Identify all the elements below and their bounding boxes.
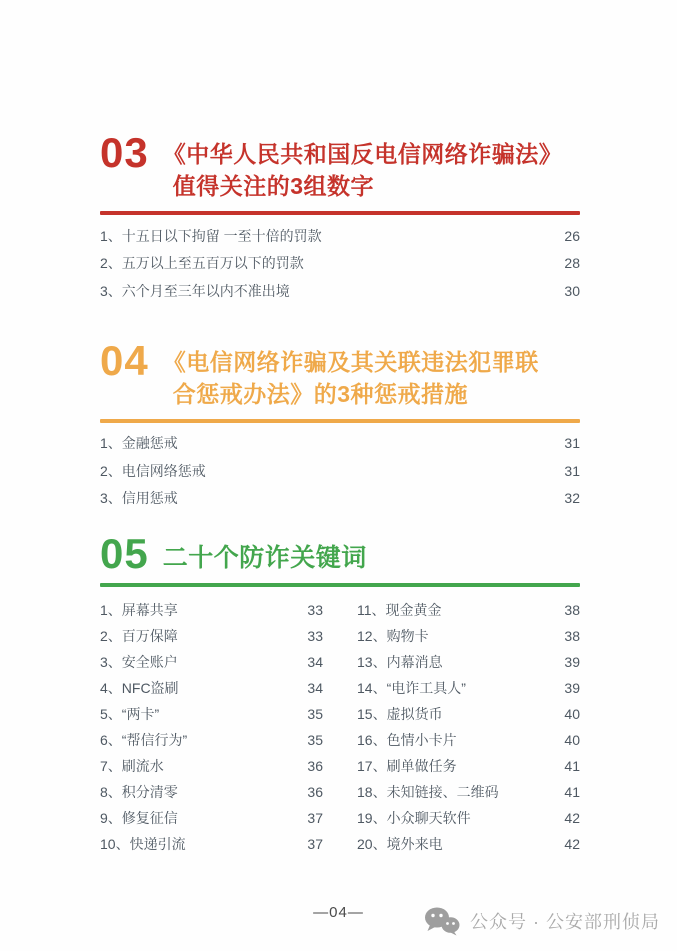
toc-item [357,701,580,727]
toc-item-page: 41 [564,758,580,774]
section-04-number: 04 [100,336,149,384]
toc-item-page: 35 [307,706,323,722]
toc-item [100,701,323,727]
toc-item-label: 2、五万以上至五百万以下的罚款 [100,255,304,272]
toc-item-label: 17、刷单做任务 [357,758,457,774]
toc-item-page: 39 [564,680,580,696]
toc-item-label: 11、现金黄金 [357,602,442,618]
section-04 [100,336,580,513]
toc-item [357,805,580,831]
toc-item [100,597,323,623]
watermark-text: 公众号 · 公安部刑侦局 [470,912,660,932]
toc-item-page: 36 [307,784,323,800]
toc-item [100,485,580,513]
toc-item [100,623,323,649]
toc-item [100,277,580,305]
toc-item-page: 39 [564,654,580,670]
toc-item-label: 3、安全账户 [100,654,178,670]
section-05-header [100,530,580,577]
toc-item [100,675,323,701]
toc-item-page: 38 [564,602,580,618]
toc-item-label: 3、六个月至三年以内不准出境 [100,282,290,299]
toc-item-label: 16、色情小卡片 [357,732,457,748]
toc-item [100,457,580,485]
toc-item-label: 12、购物卡 [357,628,429,644]
toc-item [100,250,580,278]
toc-item-page: 37 [307,810,323,826]
section-04-title [163,341,539,410]
toc-item-page: 42 [564,810,580,826]
toc-item-page: 32 [564,490,580,507]
toc-item-label: 19、小众聊天软件 [357,810,471,826]
toc-item [357,831,580,857]
toc-item-label: 5、“两卡” [100,706,160,722]
toc-item-page: 34 [307,654,323,670]
toc-item-label: 8、积分清零 [100,784,178,800]
toc-item-label: 20、境外来电 [357,836,443,852]
toc-item-label: 6、“帮信行为” [100,732,188,748]
section-04-divider [100,419,580,423]
section-03-items [100,222,580,305]
toc-item [100,779,323,805]
toc-item-label: 2、百万保障 [100,628,178,644]
toc-item [100,753,323,779]
section-03-title-line1: 《中华人民共和国反电信网络诈骗法》 [162,141,563,167]
toc-item-page: 40 [564,732,580,748]
toc-item-label: 10、快递引流 [100,836,186,852]
section-05-divider [100,583,580,587]
section-03-title-line2: 值得关注的3组数字 [172,173,375,199]
toc-item-page: 35 [307,732,323,748]
watermark [424,906,660,936]
toc-item-label: 4、NFC盗刷 [100,680,179,696]
toc-item [357,779,580,805]
wechat-icon [424,906,460,936]
toc-item-page: 33 [307,602,323,618]
toc-item-page: 36 [307,758,323,774]
toc-item-page: 40 [564,706,580,722]
toc-item-label: 2、电信网络惩戒 [100,462,206,479]
toc-item-label: 18、未知链接、二维码 [357,784,499,800]
keywords-left-column [100,597,323,857]
section-04-header [100,336,580,410]
toc-item-page: 33 [307,628,323,644]
toc-item-page: 42 [564,836,580,852]
toc-item-page: 28 [564,255,580,272]
footer-page-number: —04— [313,904,364,921]
toc-item [357,753,580,779]
section-04-title-line1: 《电信网络诈骗及其关联违法犯罪联 [162,348,539,375]
section-05-title [163,534,367,574]
toc-item-page: 34 [307,680,323,696]
toc-item-page: 38 [564,628,580,644]
section-05-items [100,597,580,857]
toc-item [357,623,580,649]
toc-item-label: 1、十五日以下拘留 一至十倍的罚款 [100,227,322,244]
toc-item-page: 26 [564,227,580,244]
toc-item [357,675,580,701]
section-05-title-line1: 二十个防诈关键词 [162,544,367,572]
section-05-number: 05 [100,530,149,577]
toc-item-page: 37 [307,836,323,852]
toc-item [100,649,323,675]
toc-item-label: 15、虚拟货币 [357,706,443,722]
toc-item [100,727,323,753]
toc-item-page: 41 [564,784,580,800]
section-04-items [100,430,580,513]
toc-item-label: 1、金融惩戒 [100,435,178,452]
toc-item-page: 31 [564,462,580,479]
section-03-title [163,133,563,202]
toc-item-page: 30 [564,282,580,299]
section-05 [100,530,580,857]
section-04-title-line2: 合惩戒办法》的3种惩戒措施 [172,380,469,407]
section-03-divider [100,211,580,215]
section-03 [100,129,580,305]
toc-item-label: 9、修复征信 [100,810,178,826]
toc-item [357,649,580,675]
toc-item [100,430,580,458]
keywords-right-column [357,597,580,857]
toc-item-label: 13、内幕消息 [357,654,443,670]
toc-item [100,222,580,250]
toc-item-label: 14、“电诈工具人” [357,680,466,696]
toc-item [357,727,580,753]
toc-item-label: 3、信用惩戒 [100,490,178,507]
toc-item-label: 1、屏幕共享 [100,602,178,618]
toc-item [100,831,323,857]
toc-item [100,805,323,831]
toc-item-page: 31 [564,435,580,452]
section-03-number: 03 [100,129,149,176]
toc-content [100,0,580,857]
section-03-header [100,129,580,202]
toc-item-label: 7、刷流水 [100,758,164,774]
toc-item [357,597,580,623]
